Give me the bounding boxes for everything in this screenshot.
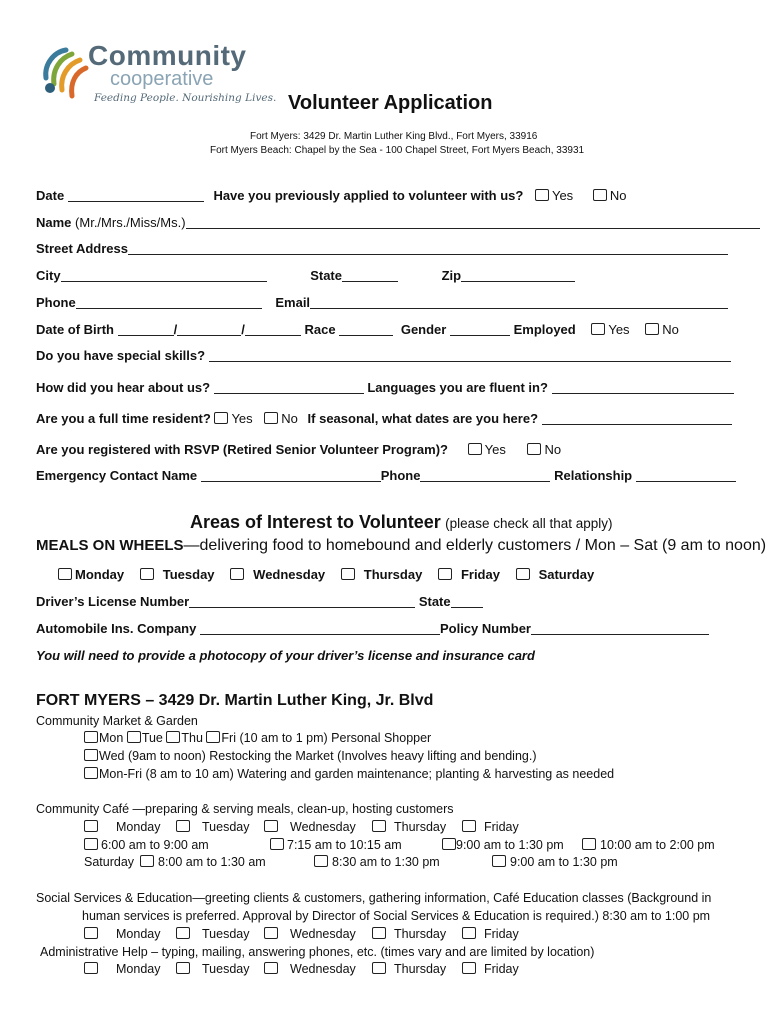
cafe-time4-checkbox[interactable] — [582, 838, 596, 850]
dob-label: Date of Birth — [36, 322, 114, 337]
employed-no-label: No — [662, 322, 679, 337]
phone-field[interactable] — [76, 296, 262, 309]
gender-field[interactable] — [450, 323, 510, 336]
rsvp-yes-label: Yes — [484, 442, 506, 457]
seasonal-label: If seasonal, what dates are you here? — [307, 411, 539, 426]
cafe-time3-label: 9:00 am to 1:30 pm — [456, 838, 564, 852]
admin-days — [84, 962, 544, 978]
prev-applied-yes-label: Yes — [551, 188, 574, 203]
name-label: Name — [36, 215, 72, 230]
meals-desc: —delivering food to homebound and elderly customers / Mon – Sat (9 am to noon) — [183, 537, 767, 554]
meals-thursday-checkbox[interactable] — [341, 568, 355, 580]
row-resident — [36, 411, 732, 426]
dob-slash-2: / — [241, 322, 245, 337]
prev-applied-label: Have you previously applied to volunteer with us? — [213, 188, 524, 203]
zip-label: Zip — [441, 268, 462, 283]
state-label: State — [310, 268, 342, 283]
meals-heading — [36, 537, 766, 555]
license-label: Driver’s License Number — [36, 594, 190, 609]
cafe-sat2-checkbox[interactable] — [314, 855, 328, 867]
cafe-friday-checkbox[interactable] — [462, 820, 476, 832]
date-label: Date — [36, 188, 65, 203]
street-label: Street Address — [36, 241, 128, 256]
market-heading: Community Market & Garden — [36, 714, 198, 728]
market-row-1 — [84, 731, 431, 745]
social-days — [84, 927, 544, 943]
areas-hint: (please check all that apply) — [445, 516, 613, 531]
skills-label: Do you have special skills? — [36, 348, 206, 363]
policy-field[interactable] — [531, 622, 709, 635]
logo-tagline: Feeding People. Nourishing Lives. — [94, 92, 277, 104]
cafe-sat2-label: 8:30 am to 1:30 pm — [332, 855, 440, 869]
row-street — [36, 241, 728, 256]
email-label: Email — [275, 295, 311, 310]
market-thu-label: Thu — [181, 731, 203, 745]
policy-label: Policy Number — [439, 621, 531, 636]
market-mon-checkbox[interactable] — [84, 731, 98, 743]
cafe-friday-label: Friday — [484, 820, 519, 834]
market-fri-checkbox[interactable] — [206, 731, 220, 743]
admin-tuesday-checkbox[interactable] — [176, 962, 190, 974]
cafe-time1-checkbox[interactable] — [84, 838, 98, 850]
meals-thursday-label: Thursday — [363, 567, 423, 582]
dob-month-field[interactable] — [118, 323, 174, 336]
skills-field[interactable] — [209, 349, 731, 362]
cafe-sat3-label: 9:00 am to 1:30 pm — [510, 855, 618, 869]
address-fort-myers: Fort Myers: 3429 Dr. Martin Luther King Blvd., Fort Myers, 33916 — [250, 131, 538, 142]
social-heading-2: human services is preferred. Approval by Director of Social Services & Education is required.) 8:30 am to 1:00 pm — [82, 909, 711, 923]
resident-yes-checkbox[interactable] — [214, 412, 228, 424]
market-wed-label: Wed (9am to noon) Restocking the Market (Involves heavy lifting and bending.) — [99, 749, 537, 763]
cafe-time2-label: 7:15 am to 10:15 am — [287, 838, 402, 852]
meals-monday-label: Monday — [75, 567, 125, 582]
admin-monday-checkbox[interactable] — [84, 962, 98, 974]
cafe-wednesday-checkbox[interactable] — [264, 820, 278, 832]
rsvp-yes-checkbox[interactable] — [468, 443, 482, 455]
street-field[interactable] — [128, 242, 728, 255]
date-field[interactable] — [68, 189, 204, 202]
cafe-times-row — [84, 838, 724, 854]
insurance-field[interactable] — [200, 622, 440, 635]
meals-saturday-checkbox[interactable] — [516, 568, 530, 580]
row-city — [36, 268, 575, 283]
admin-friday-checkbox[interactable] — [462, 962, 476, 974]
social-tuesday-checkbox[interactable] — [176, 927, 190, 939]
insurance-label: Automobile Ins. Company — [36, 621, 197, 636]
employed-label: Employed — [513, 322, 576, 337]
cafe-wednesday-label: Wednesday — [290, 820, 356, 834]
race-label: Race — [304, 322, 336, 337]
cafe-time1-label: 6:00 am to 9:00 am — [101, 838, 209, 852]
race-field[interactable] — [339, 323, 393, 336]
license-state-field[interactable] — [451, 595, 483, 608]
row-hear — [36, 380, 734, 395]
meals-friday-checkbox[interactable] — [438, 568, 452, 580]
cafe-time3-checkbox[interactable] — [442, 838, 456, 850]
market-fri-label: Fri (10 am to 1 pm) Personal Shopper — [221, 731, 432, 745]
phone-label: Phone — [36, 295, 76, 310]
languages-label: Languages you are fluent in? — [367, 380, 548, 395]
email-field[interactable] — [310, 296, 728, 309]
logo-line1: Community — [88, 40, 247, 71]
row-skills — [36, 348, 731, 363]
cafe-days — [84, 820, 544, 836]
city-field[interactable] — [61, 269, 267, 282]
languages-field[interactable] — [552, 381, 734, 394]
address-fort-myers-beach: Fort Myers Beach: Chapel by the Sea - 100 Chapel Street, Fort Myers Beach, 33931 — [210, 145, 585, 156]
row-insurance — [36, 621, 709, 636]
cafe-sat1-checkbox[interactable] — [140, 855, 154, 867]
resident-no-label: No — [281, 411, 298, 426]
market-row-2 — [84, 749, 537, 763]
rsvp-no-label: No — [544, 442, 562, 457]
resident-yes-label: Yes — [231, 411, 253, 426]
name-field[interactable] — [186, 216, 760, 229]
cafe-sat3-checkbox[interactable] — [492, 855, 506, 867]
cafe-sat1-label: 8:00 am to 1:30 am — [158, 855, 266, 869]
social-monday-label: Monday — [116, 927, 161, 941]
social-wednesday-label: Wednesday — [290, 927, 356, 941]
resident-no-checkbox[interactable] — [264, 412, 278, 424]
social-friday-checkbox[interactable] — [462, 927, 476, 939]
admin-monday-label: Monday — [116, 962, 161, 976]
social-friday-label: Friday — [484, 927, 519, 941]
seasonal-field[interactable] — [542, 412, 732, 425]
admin-wednesday-checkbox[interactable] — [264, 962, 278, 974]
market-row-3 — [84, 767, 614, 781]
cafe-saturday-row — [84, 855, 644, 871]
cafe-time2-checkbox[interactable] — [270, 838, 284, 850]
emergency-phone-label: Phone — [380, 468, 421, 483]
admin-tuesday-label: Tuesday — [202, 962, 250, 976]
city-label: City — [36, 268, 61, 283]
cafe-thursday-checkbox[interactable] — [372, 820, 386, 832]
social-wednesday-checkbox[interactable] — [264, 927, 278, 939]
page-title: Volunteer Application — [288, 92, 493, 114]
cafe-tuesday-checkbox[interactable] — [176, 820, 190, 832]
market-wed-checkbox[interactable] — [84, 749, 98, 761]
market-tue-label: Tue — [141, 731, 163, 745]
employed-yes-checkbox[interactable] — [591, 323, 605, 335]
social-tuesday-label: Tuesday — [202, 927, 250, 941]
cafe-monday-label: Monday — [116, 820, 161, 834]
meals-saturday-label: Saturday — [538, 567, 595, 582]
social-thursday-label: Thursday — [394, 927, 447, 941]
market-monfri-label: Mon-Fri (8 am to 10 am) Watering and garden maintenance; planting & harvesting as needed — [99, 767, 615, 781]
market-thu-checkbox[interactable] — [166, 731, 180, 743]
meals-days — [58, 567, 594, 582]
emergency-label: Emergency Contact Name — [36, 468, 198, 483]
dob-year-field[interactable] — [245, 323, 301, 336]
prev-applied-yes-checkbox[interactable] — [535, 189, 549, 201]
meals-monday-checkbox[interactable] — [58, 568, 72, 580]
dob-day-field[interactable] — [177, 323, 241, 336]
license-state-label: State — [418, 594, 451, 609]
hear-label: How did you hear about us? — [36, 380, 211, 395]
name-hint: (Mr./Mrs./Miss/Ms.) — [75, 215, 186, 230]
row-phone — [36, 295, 728, 310]
meals-wednesday-label: Wednesday — [253, 567, 326, 582]
cafe-tuesday-label: Tuesday — [202, 820, 250, 834]
cafe-saturday-label: Saturday — [84, 855, 135, 869]
cafe-time4-label: 10:00 am to 2:00 pm — [600, 838, 715, 852]
admin-heading: Administrative Help – typing, mailing, answering phones, etc. (times vary and are limited by location) — [40, 945, 595, 959]
social-heading-1: Social Services & Education—greeting clients & customers, gathering information, Café Education classes (Background in — [36, 891, 712, 905]
state-field[interactable] — [342, 269, 398, 282]
row-emergency — [36, 468, 736, 483]
meals-friday-label: Friday — [460, 567, 500, 582]
rsvp-label: Are you registered with RSVP (Retired Senior Volunteer Program)? — [36, 442, 448, 457]
cafe-heading: Community Café —preparing & serving meals, clean-up, hosting customers — [36, 802, 454, 816]
photocopy-note: You will need to provide a photocopy of your driver’s license and insurance card — [36, 648, 535, 663]
admin-thursday-label: Thursday — [394, 962, 447, 976]
areas-title: Areas of Interest to Volunteer — [190, 512, 441, 532]
zip-field[interactable] — [461, 269, 575, 282]
emergency-name-field[interactable] — [201, 469, 381, 482]
cafe-monday-checkbox[interactable] — [84, 820, 98, 832]
row-date — [36, 188, 626, 203]
row-dob — [36, 322, 679, 337]
meals-wednesday-checkbox[interactable] — [230, 568, 244, 580]
logo-swirl-icon — [36, 42, 92, 102]
row-rsvp — [36, 442, 561, 457]
row-name — [36, 215, 760, 230]
prev-applied-no-checkbox[interactable] — [593, 189, 607, 201]
cafe-thursday-label: Thursday — [394, 820, 447, 834]
rsvp-no-checkbox[interactable] — [527, 443, 541, 455]
social-thursday-checkbox[interactable] — [372, 927, 386, 939]
meals-tuesday-label: Tuesday — [162, 567, 215, 582]
license-field[interactable] — [189, 595, 415, 608]
employed-yes-label: Yes — [608, 322, 630, 337]
resident-label: Are you a full time resident? — [36, 411, 211, 426]
emergency-phone-field[interactable] — [420, 469, 550, 482]
market-tue-checkbox[interactable] — [127, 731, 141, 743]
meals-title: MEALS ON WHEELS — [36, 537, 184, 554]
areas-heading — [190, 512, 613, 533]
admin-thursday-checkbox[interactable] — [372, 962, 386, 974]
market-mon-label: Mon — [99, 731, 124, 745]
fort-myers-title: FORT MYERS – 3429 Dr. Martin Luther King, Jr. Blvd — [36, 692, 434, 709]
relationship-field[interactable] — [636, 469, 736, 482]
logo-line2: cooperative — [110, 68, 214, 90]
social-monday-checkbox[interactable] — [84, 927, 98, 939]
prev-applied-no-label: No — [609, 188, 627, 203]
market-monfri-checkbox[interactable] — [84, 767, 98, 779]
employed-no-checkbox[interactable] — [645, 323, 659, 335]
admin-wednesday-label: Wednesday — [290, 962, 356, 976]
meals-tuesday-checkbox[interactable] — [140, 568, 154, 580]
relationship-label: Relationship — [554, 468, 633, 483]
logo — [36, 38, 277, 108]
hear-field[interactable] — [214, 381, 364, 394]
admin-friday-label: Friday — [484, 962, 519, 976]
dob-slash-1: / — [173, 322, 178, 337]
gender-label: Gender — [400, 322, 447, 337]
row-license — [36, 594, 483, 609]
